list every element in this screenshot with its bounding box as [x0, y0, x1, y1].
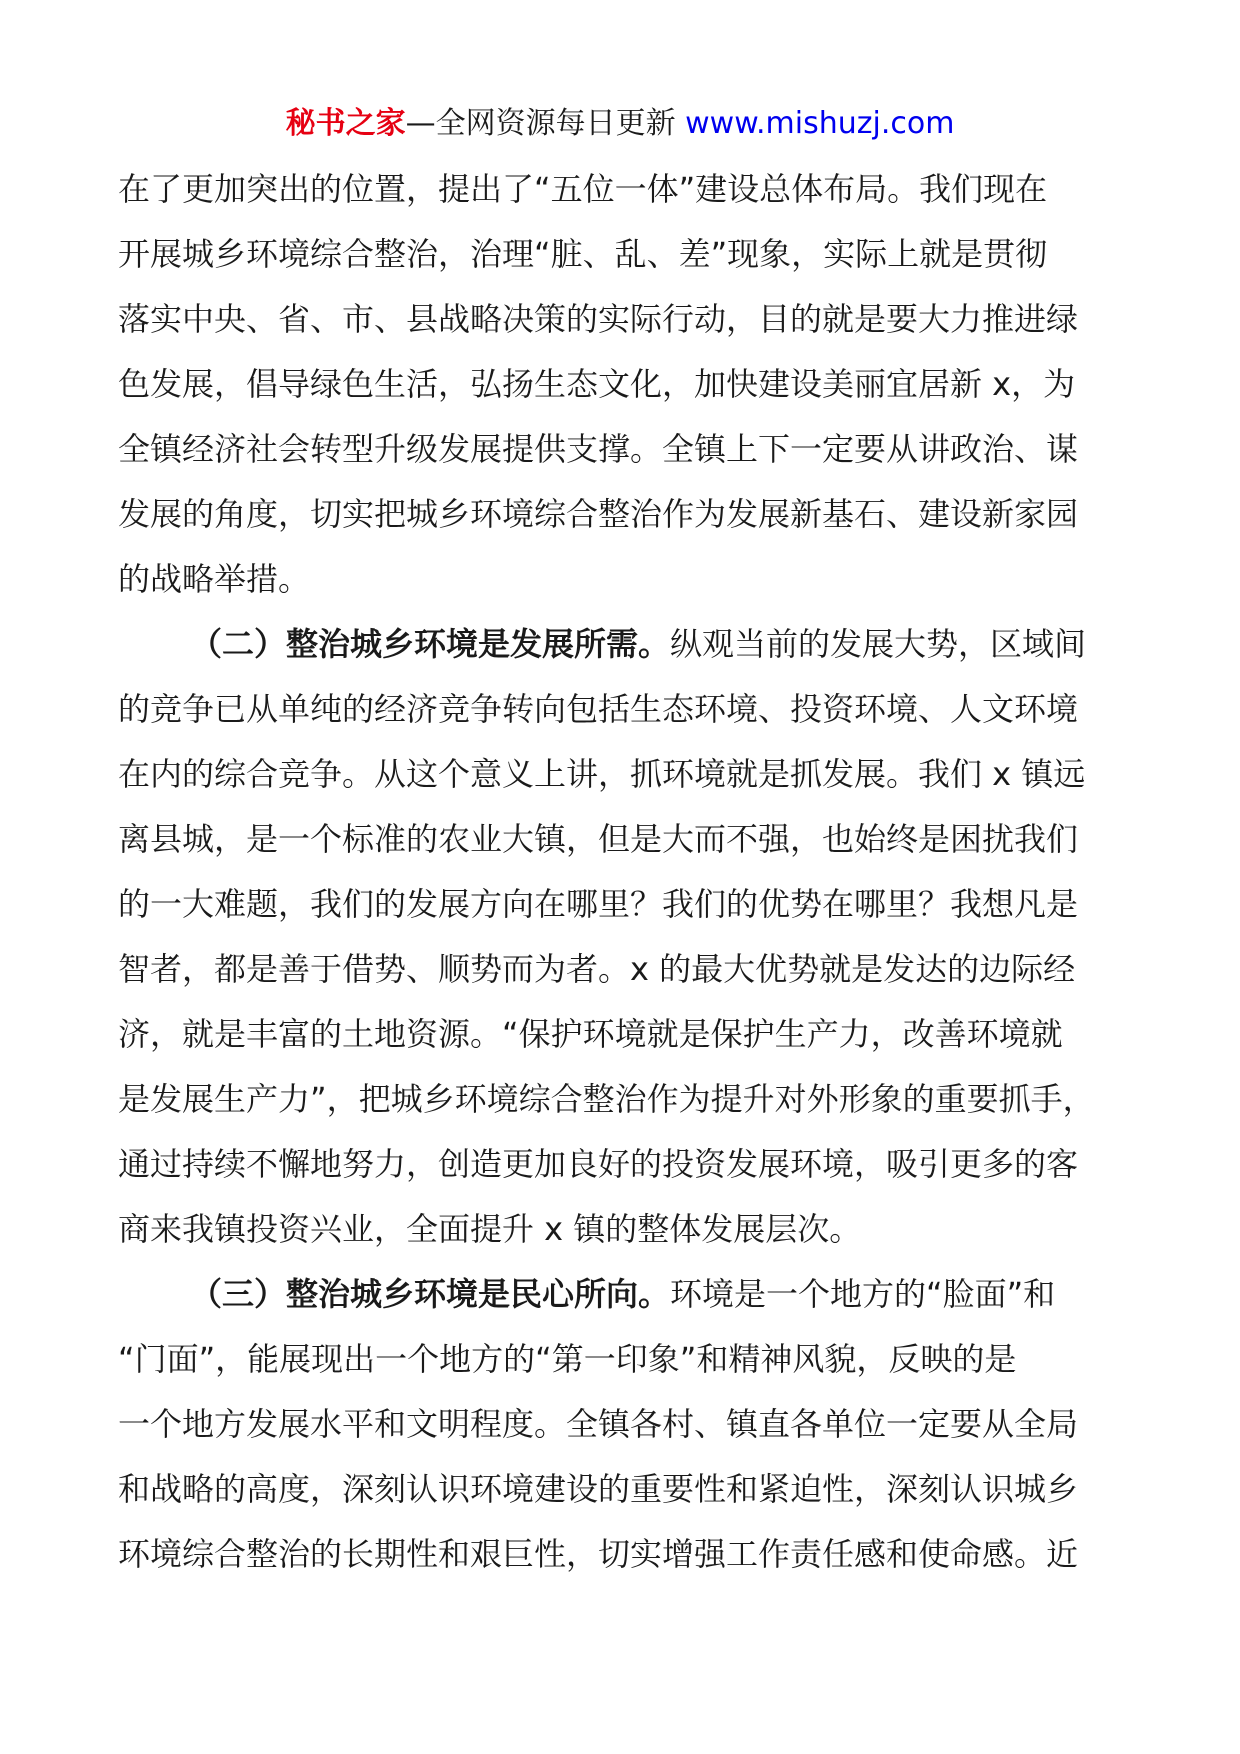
section-heading: （二）整治城乡环境是发展所需。 [190, 625, 671, 663]
site-link[interactable]: www.mishuzj.com [685, 106, 955, 141]
text-line: 在了更加突出的位置，提出了“五位一体”建设总体布局。我们现在 [118, 170, 1048, 208]
text-line: 开展城乡环境综合整治，治理“脏、乱、差”现象，实际上就是贯彻 [118, 235, 1048, 273]
text-line: 落实中央、省、市、县战略决策的实际行动，目的就是要大力推进绿 [118, 300, 1079, 338]
text-line: 是发展生产力”，把城乡环境综合整治作为提升对外形象的重要抓手， [118, 1080, 1095, 1118]
page-header [0, 104, 1240, 144]
text-line: 环境综合整治的长期性和艰巨性，切实增强工作责任感和使命感。近 [118, 1535, 1079, 1573]
header-slogan: —全网资源每日更新 [405, 106, 686, 141]
text-line: 商来我镇投资兴业，全面提升 x 镇的整体发展层次。 [118, 1210, 862, 1248]
text-line: 智者，都是善于借势、顺势而为者。x 的最大优势就是发达的边际经 [118, 950, 1076, 988]
text-line: 的竞争已从单纯的经济竞争转向包括生态环境、投资环境、人文环境 [118, 690, 1079, 728]
text-run: 纵观当前的发展大势，区域间 [670, 625, 1087, 663]
text-line: 全镇经济社会转型升级发展提供支撑。全镇上下一定要从讲政治、谋 [118, 430, 1079, 468]
text-line: 济，就是丰富的土地资源。“保护环境就是保护生产力，改善环境就 [118, 1015, 1063, 1053]
document-body [118, 157, 1122, 1587]
text-line: 发展的角度，切实把城乡环境综合整治作为发展新基石、建设新家园 [118, 495, 1079, 533]
text-line: 色发展，倡导绿色生活，弘扬生态文化，加快建设美丽宜居新 x，为 [118, 365, 1076, 403]
section-heading: （三）整治城乡环境是民心所向。 [190, 1275, 671, 1313]
text-line: 一个地方发展水平和文明程度。全镇各村、镇直各单位一定要从全局 [118, 1405, 1079, 1443]
brand-name: 秘书之家 [285, 106, 406, 141]
text-line: 的一大难题，我们的发展方向在哪里？我们的优势在哪里？我想凡是 [118, 885, 1079, 923]
text-line: 的战略举措。 [118, 560, 311, 598]
paragraph-first-line [118, 612, 1122, 677]
text-run: 环境是一个地方的“脸面”和 [670, 1275, 1056, 1313]
text-line: 通过持续不懈地努力，创造更加良好的投资发展环境，吸引更多的客 [118, 1145, 1079, 1183]
text-line: 在内的综合竞争。从这个意义上讲，抓环境就是抓发展。我们 x 镇远 [118, 755, 1086, 793]
text-line: “门面”，能展现出一个地方的“第一印象”和精神风貌，反映的是 [118, 1340, 1017, 1378]
paragraph-first-line [118, 1262, 1122, 1327]
text-line: 和战略的高度，深刻认识环境建设的重要性和紧迫性，深刻认识城乡 [118, 1470, 1079, 1508]
text-line: 离县城，是一个标准的农业大镇，但是大而不强，也始终是困扰我们 [118, 820, 1079, 858]
